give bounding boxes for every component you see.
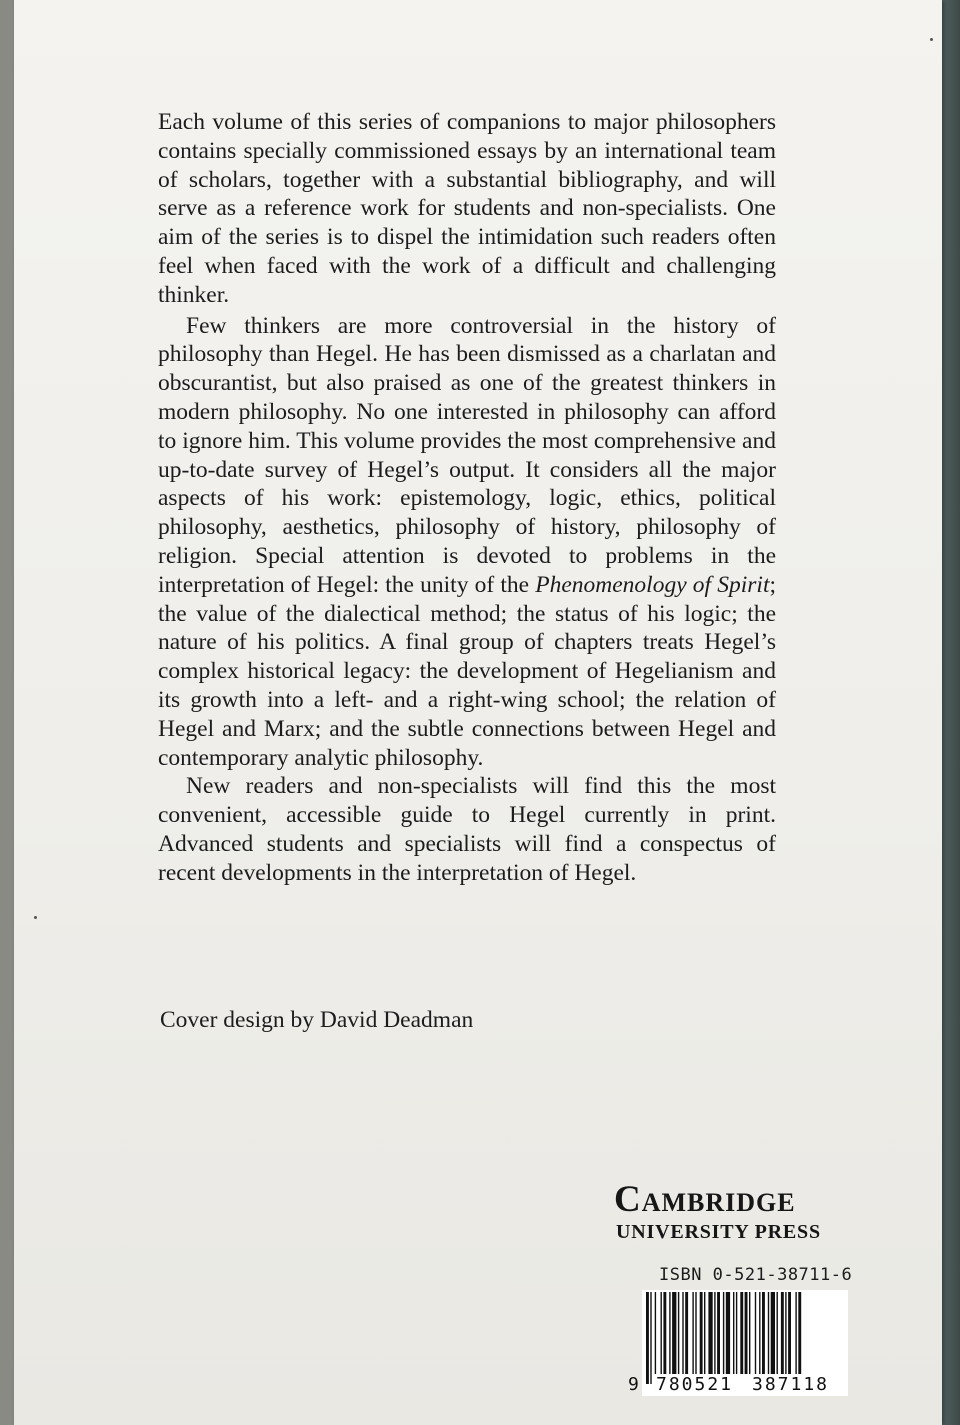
barcode-bar xyxy=(714,1292,715,1374)
barcode-bar xyxy=(682,1292,683,1374)
barcode-bar xyxy=(678,1292,679,1374)
barcode-bar xyxy=(768,1292,769,1374)
barcode-first-digit: 9 xyxy=(628,1374,639,1395)
barcode-bar xyxy=(759,1292,760,1374)
barcode-bar xyxy=(661,1292,662,1374)
barcode-bar xyxy=(700,1292,703,1374)
barcode-bar xyxy=(672,1292,676,1374)
blurb-paragraph-3: New readers and non-specialists will find this the most convenient, accessible guide to Hegel currently in print. Advanced students and specialists will find a conspectus of recent developments in the interpretation of Hegel. xyxy=(158,773,776,886)
barcode-bar xyxy=(781,1292,784,1374)
blurb-text xyxy=(158,108,776,888)
barcode-bar xyxy=(736,1292,737,1374)
barcode-right-digits: 387118 xyxy=(752,1374,830,1395)
paper-speck xyxy=(930,38,933,41)
barcode-bar xyxy=(726,1292,730,1384)
barcode xyxy=(628,1290,848,1396)
barcode-bars xyxy=(642,1290,848,1386)
barcode-bar xyxy=(708,1292,712,1374)
barcode-bar xyxy=(655,1292,656,1374)
barcode-bar xyxy=(692,1292,693,1374)
barcode-bar xyxy=(795,1292,796,1374)
barcode-bar xyxy=(646,1292,649,1384)
barcode-bar xyxy=(723,1292,724,1384)
barcode-bar xyxy=(755,1292,756,1374)
blurb-paragraph-1: Each volume of this series of companions to major philosophers contains specially commissioned essays by an international team of scholars, together with a substantial bibliography, and will serve as a reference work for students and non-specialists. One aim of the series is to dispel the intimidation such readers often feel when faced with the work of a difficult and challenging thinker. xyxy=(158,109,776,308)
publisher-logo xyxy=(614,1180,876,1244)
isbn-label: ISBN 0-521-38711-6 xyxy=(659,1265,853,1285)
barcode-bar xyxy=(777,1292,778,1374)
blurb-paragraph-2-continued: ; the value of the dialectical method; the status of his logic; the nature of his politics. A final group of chapters treats Hegel’s complex historical legacy: the development of Hegelianism and its growth into a left- and a right-wing school; the relation of Hegel and Marx; and the subtle connections between Hegel and contemporary analytic philosophy. xyxy=(158,571,777,771)
barcode-bar xyxy=(745,1292,748,1374)
barcode-bar xyxy=(749,1292,750,1374)
barcode-bar xyxy=(695,1292,696,1374)
barcode-bar xyxy=(669,1292,670,1374)
blurb-paragraph-2 xyxy=(158,312,776,773)
barcode-bar xyxy=(762,1292,765,1374)
publisher-subtitle: UNIVERSITY PRESS xyxy=(616,1221,821,1243)
book-title-italic: Phenomenology of Spirit xyxy=(535,571,770,598)
paper-speck xyxy=(34,916,37,919)
barcode-bar xyxy=(650,1292,651,1384)
blurb-paragraph-2-text: Few thinkers are more controversial in the history of philosophy than Hegel. He has been dismissed as a charlatan and obscurantist, but also praised as one of the greatest thinkers in modern philosophy. No one interested in philosophy can afford to ignore him. This volume provides the most comprehensive and up-to-date survey of Hegel’s output. It considers all the major aspects of his work: epistemology, logic, ethics, political philosophy, aesthetics, philosophy of history, philosophy of religion. Special attention is devoted to problems in the interpretation of Hegel: the unity of the xyxy=(158,312,776,598)
barcode-bar xyxy=(798,1292,801,1384)
barcode-bar xyxy=(771,1292,775,1374)
barcode-bar xyxy=(733,1292,734,1374)
barcode-bar xyxy=(788,1292,791,1374)
barcode-bar xyxy=(685,1292,688,1374)
barcode-bar xyxy=(663,1292,666,1374)
barcode-bar xyxy=(717,1292,720,1374)
barcode-bar xyxy=(740,1292,743,1374)
cover-design-credit: Cover design by David Deadman xyxy=(160,1007,474,1033)
barcode-bar xyxy=(785,1292,786,1374)
barcode-left-digits: 780521 xyxy=(656,1374,734,1395)
publisher-name: Cambridge xyxy=(614,1179,796,1220)
barcode-bar xyxy=(704,1292,705,1374)
